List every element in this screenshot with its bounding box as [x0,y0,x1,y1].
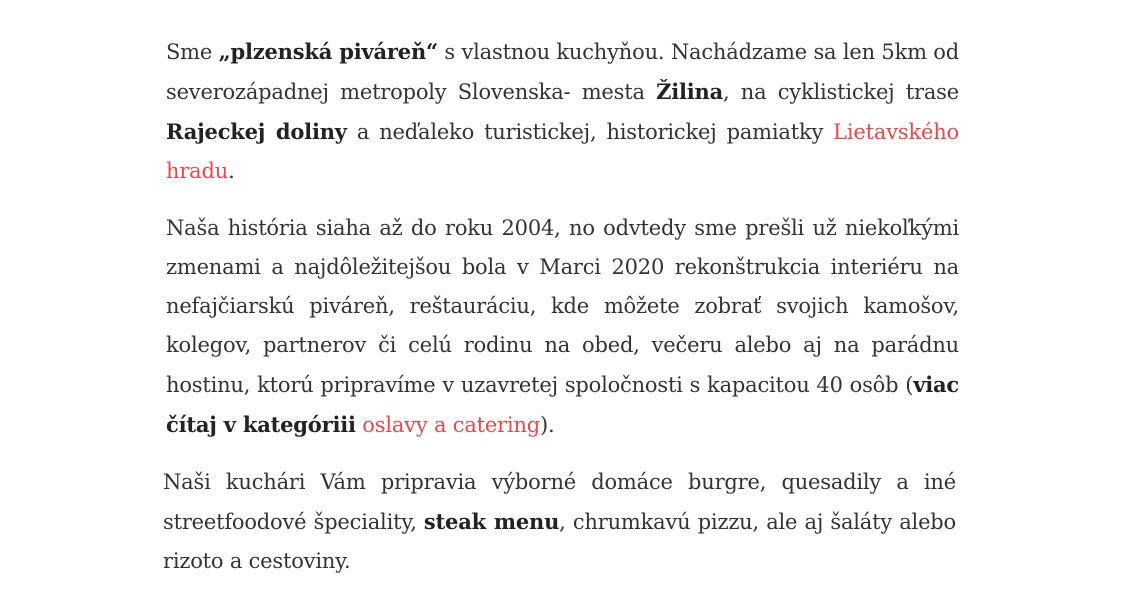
kitchen-text-1: Naši kuchári Vám pripravia výborné domáce burgre, quesadily a iné streetfoodové špeciality, [163,470,956,534]
city-highlight: Žilina [656,79,724,104]
intro-text-4: a neďaleko turistickej, historickej pamiatky [346,120,834,144]
intro-text-5: . [228,159,235,183]
valley-highlight: Rajeckej doliny [166,119,347,144]
kitchen-paragraph [163,463,956,581]
castle-link[interactable]: Lietavského hradu [166,120,959,183]
steak-menu-highlight: steak menu [423,509,560,534]
history-text-1: Naša história siaha až do roku 2004, no odvtedy sme prešli už niekoľkými zmenami a najdôležitejšou bola v Marci 2020 rekonštrukcia interiéru na nefajčiarskú piváreň, reštauráciu, kde môžete zobrať svojich kamošov, kolegov, partnerov či celú rodinu na obed, večeru alebo aj na parádnu hostinu, ktorú pripravíme v uzavretej spoločnosti s kapacitou 40 osôb ( [166,216,959,397]
history-text-3: ). [540,413,555,437]
pub-type-highlight: „plzenská piváreň“ [218,39,438,64]
article-body [163,32,959,599]
kitchen-text-2: , chrumkavú pizzu, ale aj šaláty alebo rizoto a cestoviny. [163,510,956,573]
history-paragraph [166,209,959,445]
intro-text-2: s vlastnou kuchyňou. Nachádzame sa len 5km od severozápadnej metropoly Slovenska- mesta [166,40,959,104]
intro-paragraph [166,32,959,191]
intro-text-1: Sme [166,40,219,64]
read-more-highlight: viac čítaj v kategóriii [166,372,959,437]
intro-text-3: , na cyklistickej trase [723,80,959,104]
catering-link[interactable]: oslavy a catering [362,413,541,437]
